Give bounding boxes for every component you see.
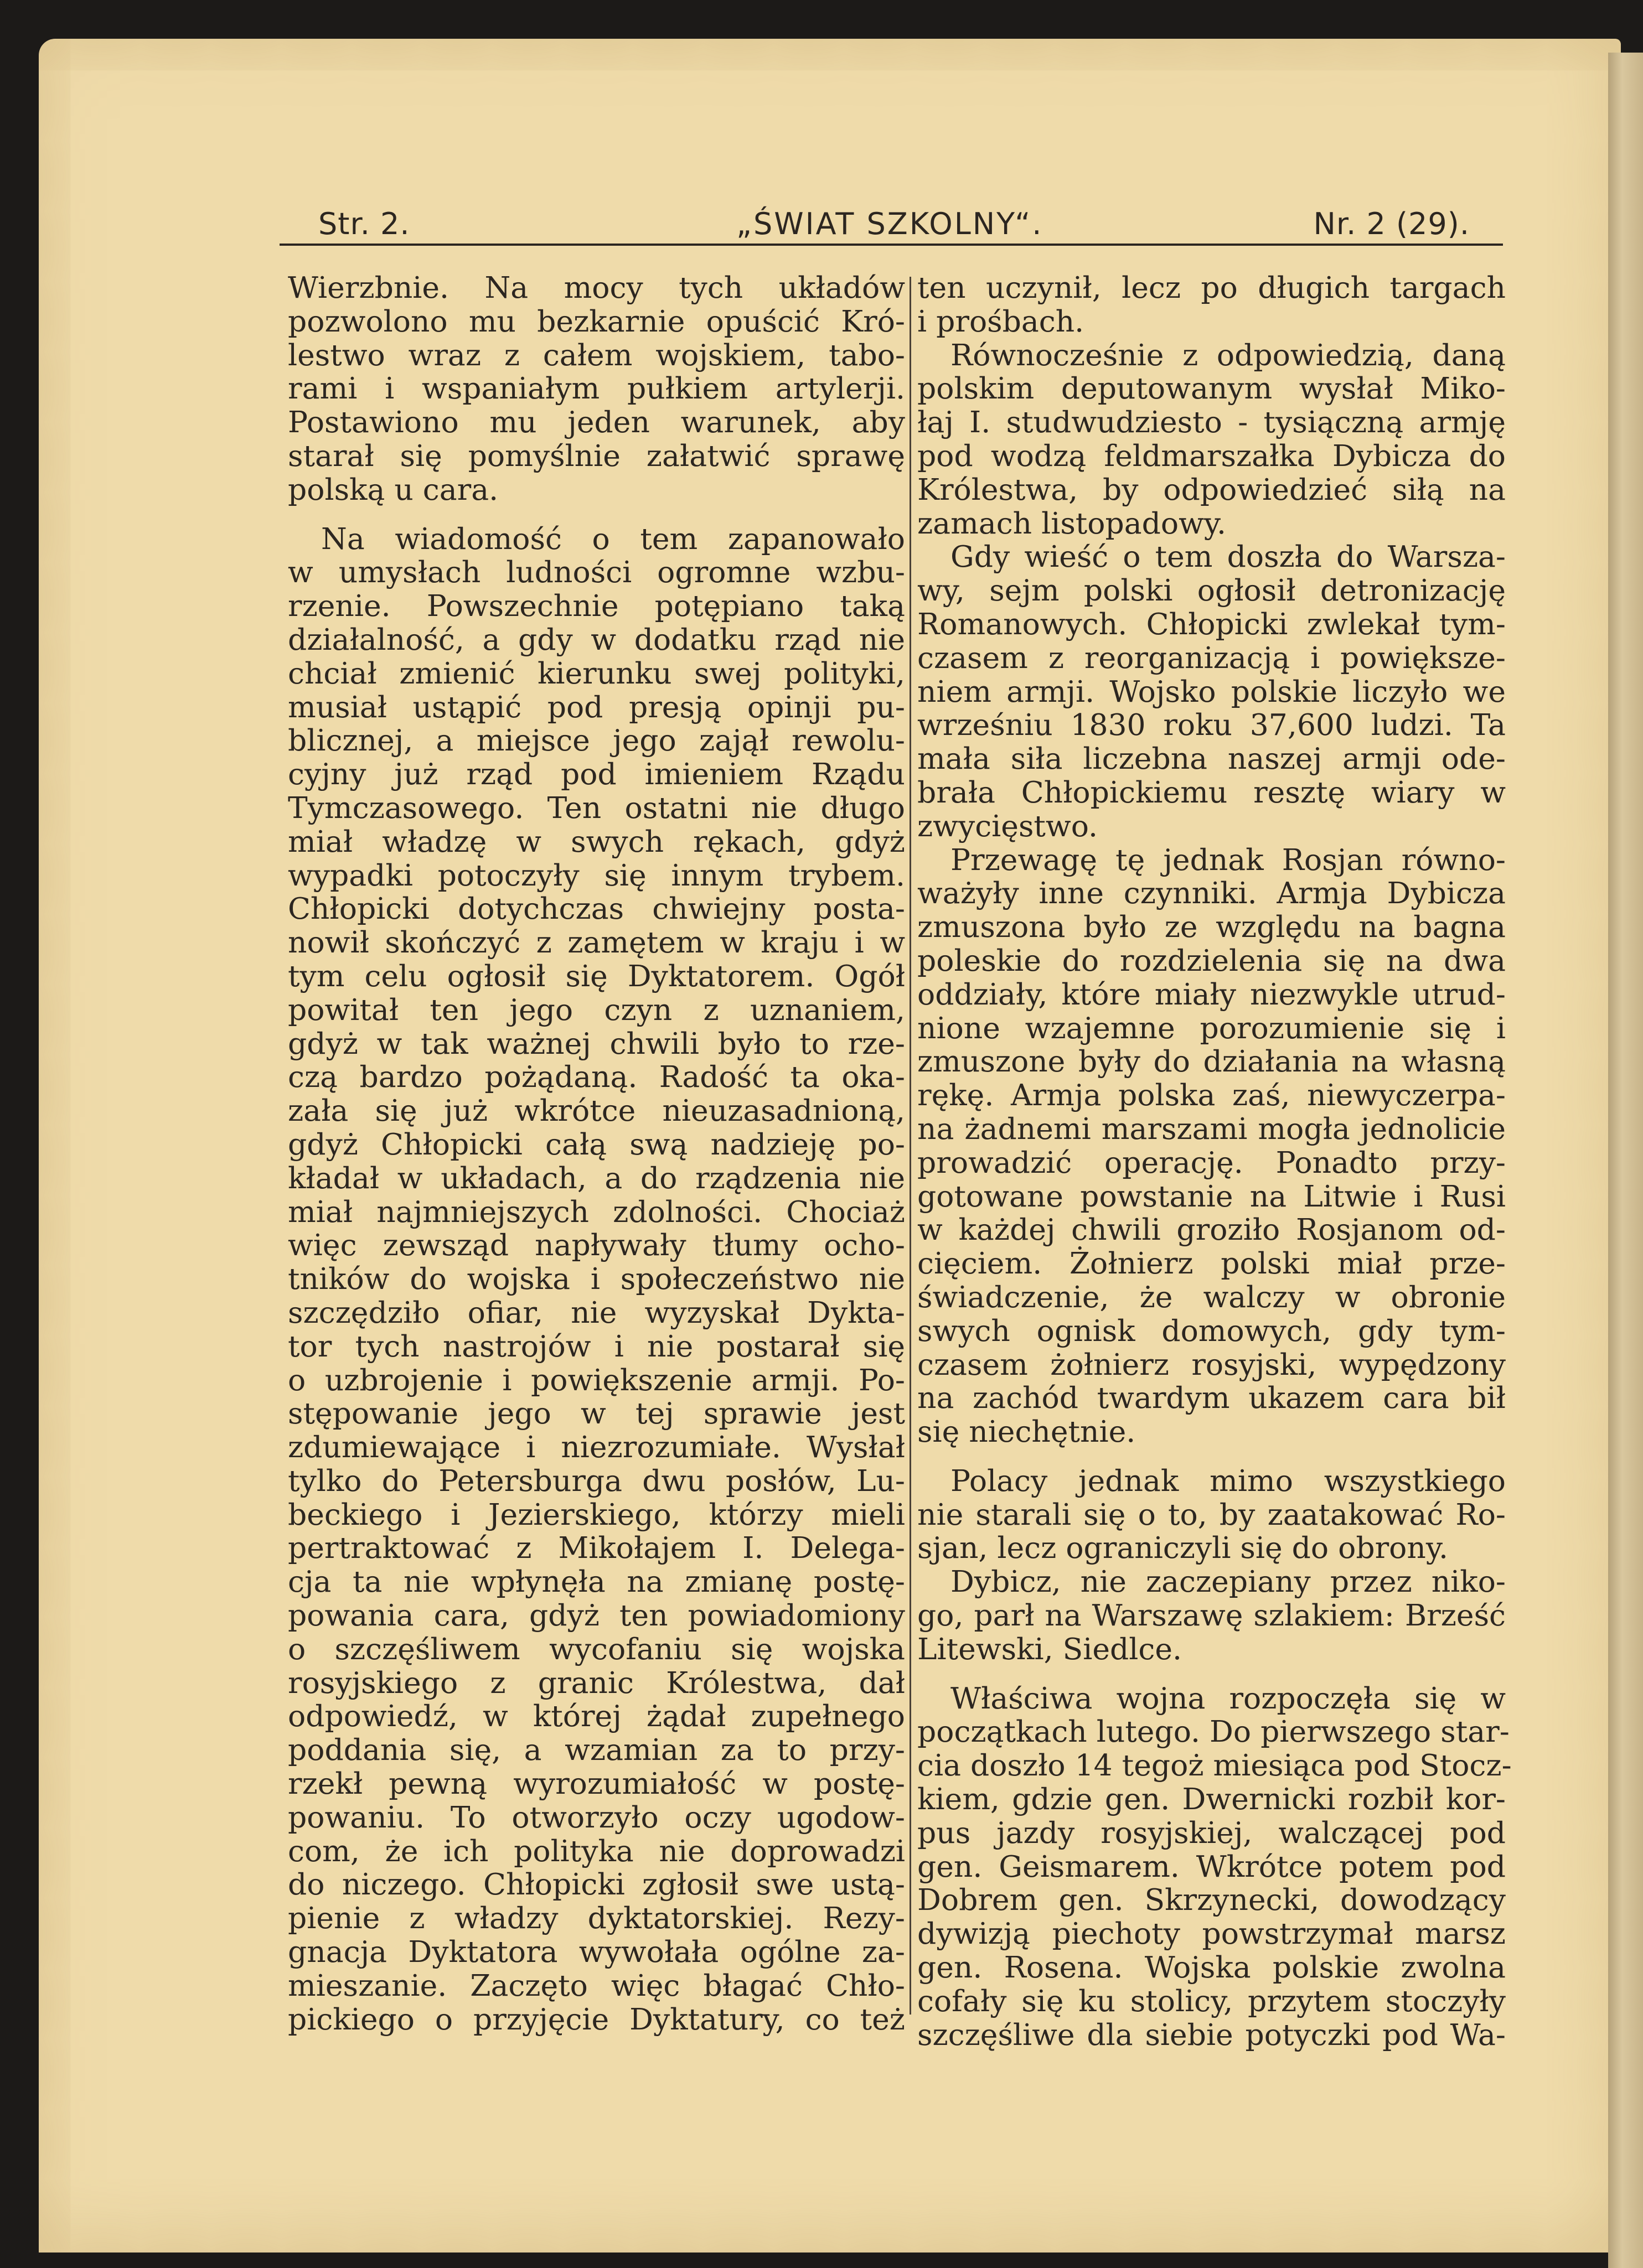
text-line: rami i wspaniałym pułkiem artylerji. — [288, 371, 905, 406]
text-line: czasem z reorganizacją i powiększe- — [917, 640, 1506, 675]
text-line: gnacja Dyktatora wywołała ogólne za- — [288, 1934, 905, 1970]
text-line: poddania się, a wzamian za to przy- — [288, 1732, 905, 1768]
text-line: polską u cara. — [288, 472, 499, 507]
page-header — [280, 205, 1503, 246]
text-line: czasem żołnierz rosyjski, wypędzony — [917, 1347, 1506, 1382]
text-line: gdyż w tak ważnej chwili było to rze- — [288, 1026, 905, 1061]
text-line: cięciem. Żołnierz polski miał prze- — [917, 1246, 1506, 1281]
column-divider — [910, 277, 911, 2015]
text-line: gen. Geismarem. Wkrótce potem pod — [917, 1848, 1506, 1884]
text-line: szczędziło ofiar, nie wyzyskał Dykta- — [288, 1294, 905, 1330]
text-line: się niechętnie. — [917, 1414, 1136, 1449]
text-line: pienie z władzy dyktatorskiej. Rezy- — [288, 1901, 905, 1936]
text-line: nie starali się o to, by zaatakować Ro- — [917, 1497, 1506, 1532]
text-line: pickiego o przyjęcie Dyktatury, co też — [288, 2001, 905, 2037]
text-line: cyjny już rząd pod imieniem Rządu — [288, 757, 905, 792]
publication-title: „ŚWIAT SZKOLNY“. — [736, 206, 1043, 241]
page-edge — [1608, 53, 1643, 2268]
text-line: kładał w układach, a do rządzenia nie — [288, 1160, 905, 1195]
text-line: polskim deputowanym wysłał Miko- — [917, 371, 1506, 406]
text-line: swych ognisk domowych, gdy tym- — [917, 1313, 1506, 1348]
text-line: wrześniu 1830 roku 37,600 ludzi. Ta — [917, 707, 1506, 743]
text-line: działalność, a gdy w dodatku rząd nie — [288, 622, 905, 657]
text-line: pertraktować z Mikołajem I. Delega- — [288, 1530, 905, 1566]
text-line: Gdy wieść o tem doszła do Warsza- — [950, 539, 1506, 574]
text-line: miał władzę w swych rękach, gdyż — [288, 824, 905, 859]
text-line: i prośbach. — [917, 303, 1084, 339]
text-line: wypadki potoczyły się innym trybem. — [288, 857, 905, 893]
text-line: powania cara, gdyż ten powiadomiony — [288, 1598, 905, 1633]
left-column — [288, 271, 905, 2036]
text-line: Równocześnie z odpowiedzią, daną — [950, 337, 1506, 372]
right-column — [917, 270, 1512, 2052]
text-line: kiem, gdzie gen. Dwernicki rozbił kor- — [917, 1782, 1506, 1817]
text-line: powitał ten jego czyn z uznaniem, — [288, 992, 905, 1027]
text-line: na zachód twardym ukazem cara bił — [917, 1380, 1506, 1416]
text-line: ten uczynił, lecz po długich targach — [917, 270, 1506, 305]
text-line: rękę. Armja polska zaś, niewyczerpa- — [917, 1078, 1506, 1113]
text-line: go, parł na Warszawę szlakiem: Brześć — [917, 1598, 1506, 1633]
text-line: cia doszło 14 tegoż miesiąca pod Stocz- — [917, 1748, 1512, 1783]
text-line: zamach listopadowy. — [917, 505, 1227, 541]
text-line: lestwo wraz z całem wojskiem, tabo- — [288, 337, 905, 372]
text-line: rzekł pewną wyrozumiałość w postę- — [288, 1766, 905, 1801]
text-line: starał się pomyślnie załatwić sprawę — [288, 438, 905, 473]
text-line: o uzbrojenie i powiększenie armji. Po- — [288, 1362, 905, 1397]
text-line: wy, sejm polski ogłosił detronizację — [917, 573, 1506, 608]
text-line: tor tych nastrojów i nie postarał się — [288, 1328, 905, 1364]
text-line: beckiego i Jezierskiego, którzy mieli — [288, 1497, 905, 1532]
text-line: pozwolono mu bezkarnie opuścić Kró- — [288, 303, 905, 339]
text-line: Dybicz, nie zaczepiany przez niko- — [950, 1564, 1506, 1599]
text-line: ważyły inne czynniki. Armja Dybicza — [917, 876, 1506, 911]
text-line: o szczęśliwem wycofaniu się wojska — [288, 1631, 905, 1666]
text-line: mała siła liczebna naszej armji ode- — [917, 741, 1506, 776]
text-line: dywizją piechoty powstrzymał marsz — [917, 1916, 1506, 1951]
text-line: Na wiadomość o tem zapanowało — [321, 521, 905, 556]
text-line: Romanowych. Chłopicki zwlekał tym- — [917, 606, 1506, 641]
text-line: Dobrem gen. Skrzynecki, dowodzący — [917, 1882, 1506, 1918]
text-line: cja ta nie wpłynęła na zmianę postę- — [288, 1564, 905, 1599]
text-line: niem armji. Wojsko polskie liczyło we — [917, 674, 1506, 709]
text-line: nione wzajemne porozumienie się i — [917, 1010, 1506, 1045]
text-line: rosyjskiego z granic Królestwa, dał — [288, 1665, 905, 1700]
text-line: com, że ich polityka nie doprowadzi — [288, 1833, 905, 1868]
text-line: zała się już wkrótce nieuzasadnioną, — [288, 1093, 905, 1128]
text-line: chciał zmienić kierunku swej polityki, — [288, 655, 905, 691]
text-line: odpowiedź, w której żądał zupełnego — [288, 1699, 905, 1734]
text-line: Litewski, Siedlce. — [917, 1631, 1182, 1666]
text-line: powaniu. To otworzyło oczy ugodow- — [288, 1799, 905, 1835]
text-line: Właściwa wojna rozpoczęła się w — [950, 1680, 1506, 1716]
text-line: Chłopicki dotychczas chwiejny posta- — [288, 891, 905, 926]
text-line: pod wodzą feldmarszałka Dybicza do — [917, 438, 1506, 473]
issue-number: Nr. 2 (29). — [1313, 206, 1470, 241]
text-line: gen. Rosena. Wojska polskie zwolna — [917, 1950, 1506, 1985]
text-line: sjan, lecz ograniczyli się do obrony. — [917, 1530, 1448, 1566]
text-line: zmuszona było ze względu na bagna — [917, 909, 1506, 945]
text-line: cofały się ku stolicy, przytem stoczyły — [917, 1983, 1506, 2018]
text-line: gotowane powstanie na Litwie i Rusi — [917, 1178, 1506, 1214]
text-line: tylko do Petersburga dwu posłów, Lu- — [288, 1463, 905, 1498]
text-line: początkach lutego. Do pierwszego star- — [917, 1714, 1510, 1749]
text-line: czą bardzo pożądaną. Radość ta oka- — [288, 1059, 905, 1095]
text-line: Królestwa, by odpowiedzieć siłą na — [917, 472, 1506, 507]
text-line: do niczego. Chłopicki zgłosił swe ustą- — [288, 1867, 905, 1902]
text-line: gdyż Chłopicki całą swą nadzieję po- — [288, 1126, 905, 1162]
text-line: nowił skończyć z zamętem w kraju i w — [288, 925, 905, 960]
text-line: pus jazdy rosyjskiej, walczącej pod — [917, 1815, 1506, 1850]
text-line: miał najmniejszych zdolności. Chociaż — [288, 1194, 905, 1229]
text-line: w umysłach ludności ogromne wzbu- — [288, 555, 905, 590]
text-line: poleskie do rozdzielenia się na dwa — [917, 943, 1506, 978]
text-line: zdumiewające i niezrozumiałe. Wysłał — [288, 1430, 905, 1465]
text-line: zmuszone były do działania na własną — [917, 1044, 1506, 1079]
text-line: szczęśliwe dla siebie potyczki pod Wa- — [917, 2017, 1506, 2052]
text-line: Tymczasowego. Ten ostatni nie długo — [288, 790, 905, 825]
text-line: Postawiono mu jeden warunek, aby — [288, 405, 905, 440]
text-line: łaj I. studwudziesto - tysiączną armję — [917, 405, 1506, 440]
text-line: Polacy jednak mimo wszystkiego — [950, 1463, 1506, 1498]
text-line: więc zewsząd napływały tłumy ocho- — [288, 1228, 905, 1263]
text-line: tników do wojska i społeczeństwo nie — [288, 1261, 905, 1297]
text-line: tym celu ogłosił się Dyktatorem. Ogół — [288, 958, 905, 993]
text-line: musiał ustąpić pod presją opinji pu- — [288, 689, 905, 724]
text-line: w każdej chwili groziło Rosjanom od- — [917, 1212, 1506, 1247]
text-line: mieszanie. Zaczęto więc błagać Chło- — [288, 1967, 905, 2003]
text-line: oddziały, które miały niezwykle utrud- — [917, 976, 1506, 1012]
text-line: zwycięstwo. — [917, 808, 1098, 843]
text-line: na żadnemi marszami mogła jednolicie — [917, 1111, 1506, 1146]
text-line: Wierzbnie. Na mocy tych układów — [288, 270, 905, 305]
text-line: blicznej, a miejsce jego zajął rewolu- — [288, 723, 905, 758]
text-line: prowadzić operację. Ponadto przy- — [917, 1145, 1506, 1180]
text-line: stępowanie jego w tej sprawie jest — [288, 1396, 905, 1431]
text-line: rzenie. Powszechnie potępiano taką — [288, 588, 905, 624]
text-line: świadczenie, że walczy w obronie — [917, 1279, 1506, 1314]
text-line: Przewagę tę jednak Rosjan równo- — [950, 842, 1506, 877]
page-number: Str. 2. — [318, 206, 410, 241]
text-line: brała Chłopickiemu resztę wiary w — [917, 774, 1506, 810]
